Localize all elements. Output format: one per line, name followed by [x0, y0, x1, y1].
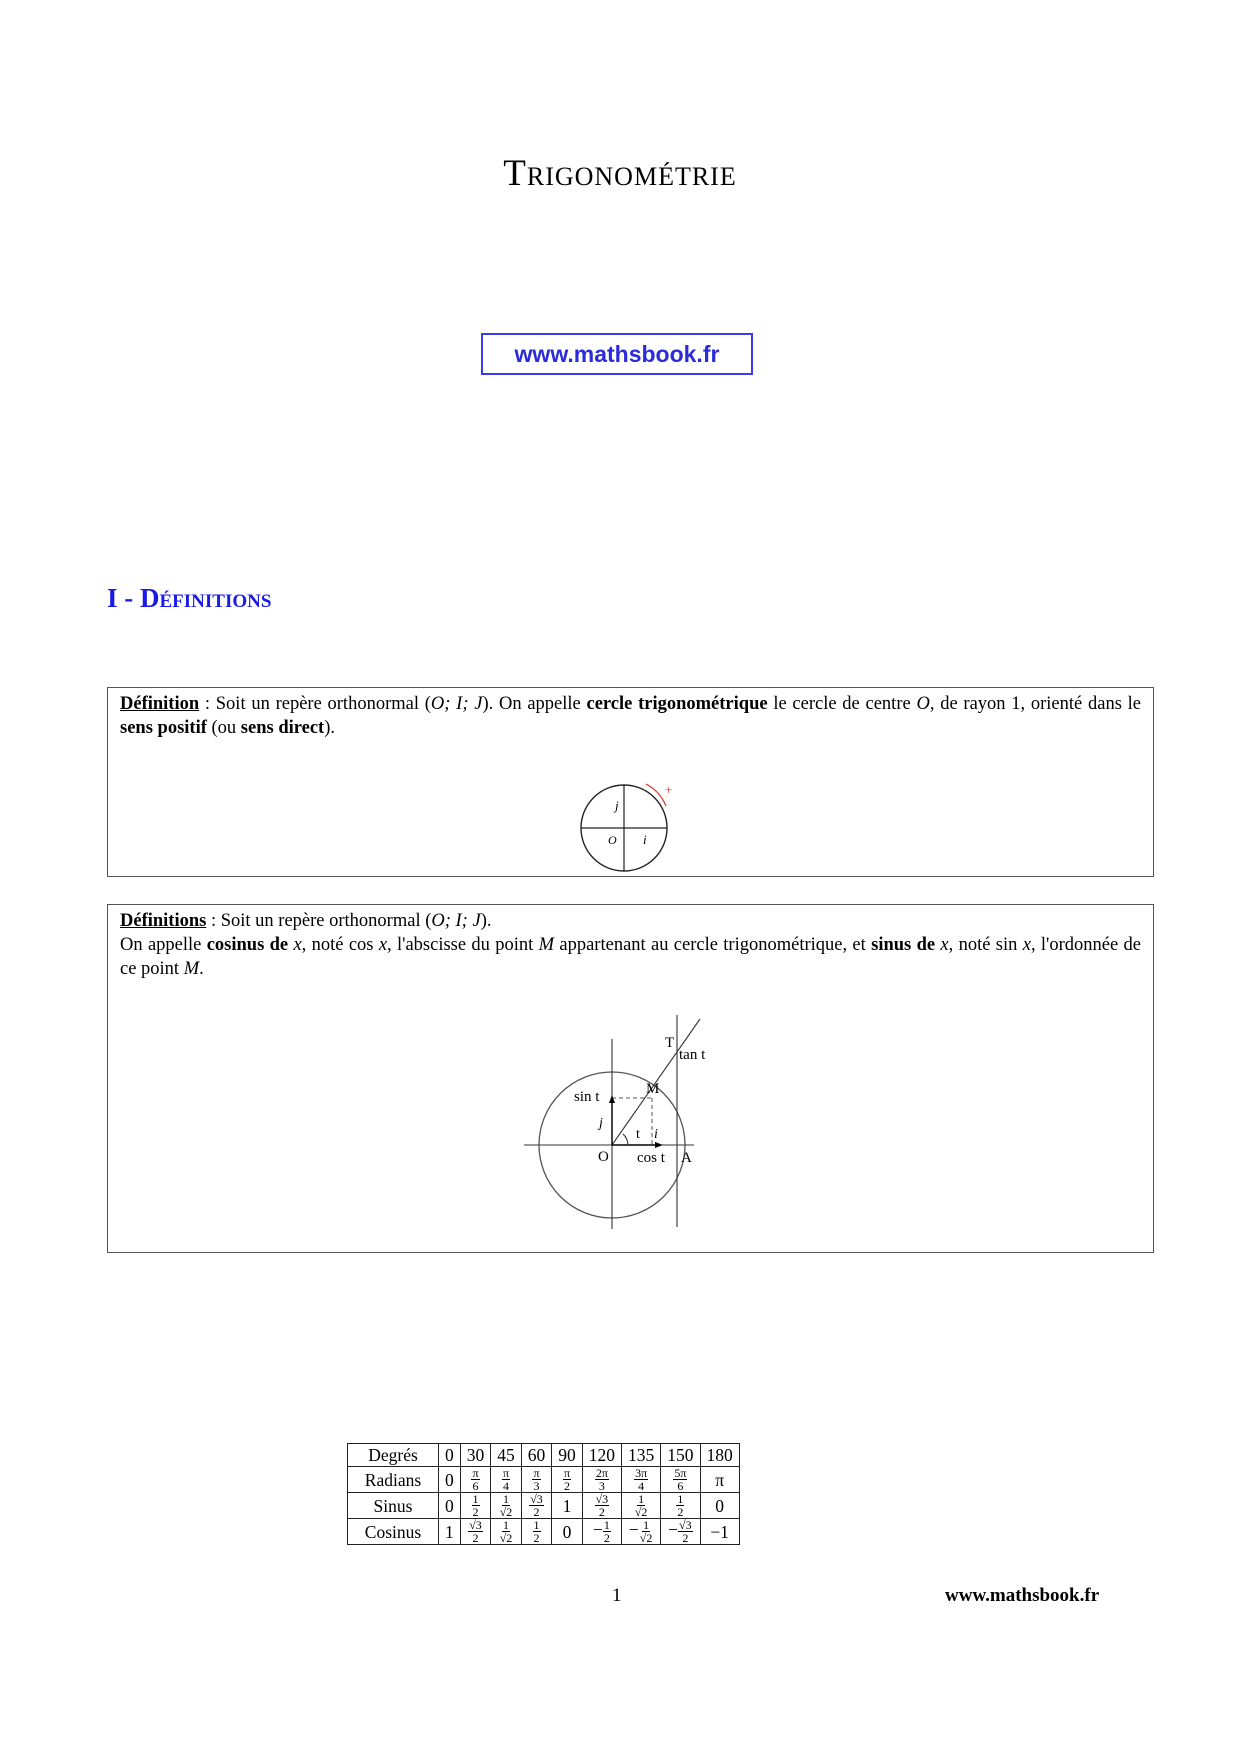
table-cell — [582, 1493, 621, 1519]
table-cell: 0 — [439, 1493, 461, 1519]
fraction-denominator: 3 — [598, 1479, 605, 1493]
svg-text:O: O — [598, 1149, 609, 1165]
fraction-sign: − — [592, 1519, 603, 1540]
table-cell — [491, 1493, 522, 1519]
fraction-denominator: 6 — [472, 1479, 479, 1493]
svg-text:O: O — [608, 833, 617, 847]
fraction — [471, 1467, 479, 1492]
page-number: 1 — [612, 1585, 622, 1606]
fraction-numerator: π — [472, 1466, 479, 1480]
svg-text:cos t: cos t — [637, 1150, 665, 1166]
fraction-numerator: 1 — [638, 1492, 645, 1506]
fraction-denominator: 2 — [533, 1531, 540, 1545]
fraction — [639, 1519, 654, 1544]
fraction-numerator: 1 — [533, 1518, 540, 1532]
fraction — [529, 1493, 544, 1518]
svg-text:+: + — [665, 782, 673, 797]
fraction-denominator: 2 — [472, 1531, 479, 1545]
fraction-numerator: 2π — [595, 1466, 608, 1480]
fraction — [673, 1467, 687, 1492]
table-cell: 0 — [552, 1519, 583, 1545]
table-cell — [460, 1519, 491, 1545]
svg-text:A: A — [681, 1150, 692, 1166]
fraction-numerator: 1 — [677, 1492, 684, 1506]
table-cell — [491, 1467, 522, 1493]
svg-text:i: i — [654, 1127, 658, 1142]
table-cell: π — [700, 1467, 739, 1493]
svg-text:j: j — [599, 1116, 603, 1131]
table-cell: 1 — [439, 1519, 461, 1545]
svg-text:M: M — [646, 1081, 660, 1097]
table-cell — [521, 1519, 552, 1545]
fraction-denominator: √2 — [639, 1531, 653, 1545]
fraction — [468, 1519, 483, 1544]
fraction-denominator: 2 — [598, 1505, 605, 1519]
fraction-numerator: 1 — [603, 1518, 610, 1532]
table-row-radians — [348, 1467, 740, 1493]
table-cell — [622, 1493, 661, 1519]
fraction-denominator: 2 — [564, 1479, 570, 1493]
fraction-numerator: 1 — [503, 1518, 509, 1532]
table-cell: 0 — [700, 1493, 739, 1519]
table-cell: 135 — [622, 1444, 661, 1467]
table-cell: 1 — [552, 1493, 583, 1519]
fraction — [499, 1493, 514, 1518]
fraction-sign: − — [668, 1519, 679, 1540]
fraction-numerator: 1 — [503, 1492, 509, 1506]
table-cell: 0 — [439, 1467, 461, 1493]
table-cell — [661, 1519, 700, 1545]
table-row-sinus — [348, 1493, 740, 1519]
fraction-numerator: π — [563, 1466, 571, 1480]
table-cell — [460, 1467, 491, 1493]
footer-site: www.mathsbook.fr — [945, 1585, 1100, 1606]
fraction-numerator: 1 — [643, 1518, 650, 1532]
table-cell: 120 — [582, 1444, 621, 1467]
table-cell: 150 — [661, 1444, 700, 1467]
fraction-denominator: 4 — [638, 1479, 645, 1493]
fraction-denominator: 2 — [682, 1531, 689, 1545]
table-cell: −1 — [700, 1519, 739, 1545]
trig-circle-figure — [524, 1015, 764, 1230]
fraction-numerator: π — [502, 1466, 510, 1480]
fraction-numerator: 5π — [674, 1466, 687, 1480]
site-link-box[interactable]: www.mathsbook.fr — [481, 333, 753, 375]
fraction-denominator: 4 — [503, 1479, 509, 1493]
fraction-denominator: 3 — [533, 1479, 540, 1493]
fraction — [472, 1493, 480, 1518]
svg-text:sin t: sin t — [574, 1089, 600, 1105]
fraction-numerator: √3 — [595, 1492, 609, 1506]
svg-text:j: j — [615, 798, 619, 813]
table-cell: 0 — [439, 1444, 461, 1467]
fraction — [532, 1467, 540, 1492]
fraction — [603, 1519, 611, 1544]
definition-box-cercle — [107, 687, 1154, 877]
table-cell — [622, 1519, 661, 1545]
table-cell — [521, 1493, 552, 1519]
fraction — [595, 1493, 610, 1518]
fraction — [502, 1467, 510, 1492]
fraction-denominator: √2 — [634, 1505, 648, 1519]
fraction-numerator: π — [533, 1466, 540, 1480]
fraction-numerator: √3 — [530, 1492, 543, 1506]
fraction — [499, 1519, 514, 1544]
fraction-denominator: 2 — [677, 1505, 684, 1519]
table-row-degres — [348, 1444, 740, 1467]
definition-term: Définition — [120, 694, 200, 714]
section-heading: I - Définitions — [107, 583, 272, 613]
row-header: Cosinus — [348, 1519, 439, 1545]
table-cell: 30 — [460, 1444, 491, 1467]
fraction — [533, 1519, 541, 1544]
row-header: Radians — [348, 1467, 439, 1493]
trig-values-table — [347, 1443, 740, 1545]
definition-text: Définition : Soit un repère orthonormal (O; I; J). On appelle cercle trigonométrique le cercle de centre O, de rayon 1, orienté dans le sens positif (ou sens direct). — [120, 694, 1141, 738]
row-header: Degrés — [348, 1444, 439, 1467]
fraction-numerator: 1 — [472, 1492, 479, 1506]
svg-text:t: t — [636, 1127, 640, 1142]
fraction-denominator: √2 — [499, 1531, 513, 1545]
fraction — [676, 1493, 684, 1518]
table-cell — [622, 1467, 661, 1493]
table-cell: 45 — [491, 1444, 522, 1467]
table-cell — [582, 1519, 621, 1545]
unit-circle-figure — [576, 778, 706, 878]
fraction-denominator: 2 — [472, 1505, 479, 1519]
fraction-denominator: 2 — [533, 1505, 540, 1519]
fraction-denominator: √2 — [499, 1505, 513, 1519]
fraction-numerator: √3 — [469, 1518, 482, 1532]
definition-text: Définitions : Soit un repère orthonormal (O; I; J). On appelle cosinus de x, noté cos x, l'abscisse du point M appartenant au cercle trigonométrique, et sinus de x, noté sin x, l'ordonnée de ce point M. — [120, 911, 1141, 979]
fraction-numerator: √3 — [679, 1518, 692, 1532]
svg-text:i: i — [643, 832, 647, 847]
fraction — [634, 1493, 649, 1518]
table-cell: 60 — [521, 1444, 552, 1467]
fraction-denominator: 2 — [603, 1531, 610, 1545]
fraction-denominator: 6 — [677, 1479, 684, 1493]
page-title: Trigonométrie — [503, 153, 737, 194]
fraction-numerator: 3π — [635, 1466, 648, 1480]
table-cell: 180 — [700, 1444, 739, 1467]
table-cell: 90 — [552, 1444, 583, 1467]
fraction-sign: − — [628, 1519, 639, 1540]
table-cell — [521, 1467, 552, 1493]
row-header: Sinus — [348, 1493, 439, 1519]
table-cell — [552, 1467, 583, 1493]
table-cell — [661, 1467, 700, 1493]
fraction — [678, 1519, 693, 1544]
fraction — [563, 1467, 571, 1492]
definition-box-cosinus-sinus — [107, 904, 1154, 1253]
table-cell — [460, 1493, 491, 1519]
fraction — [595, 1467, 609, 1492]
table-row-cosinus — [348, 1519, 740, 1545]
table-cell — [582, 1467, 621, 1493]
table-cell — [661, 1493, 700, 1519]
svg-text:T: T — [665, 1035, 675, 1051]
definition-term: Définitions — [120, 911, 207, 931]
svg-text:tan t: tan t — [679, 1047, 706, 1063]
table-cell — [491, 1519, 522, 1545]
fraction — [634, 1467, 648, 1492]
